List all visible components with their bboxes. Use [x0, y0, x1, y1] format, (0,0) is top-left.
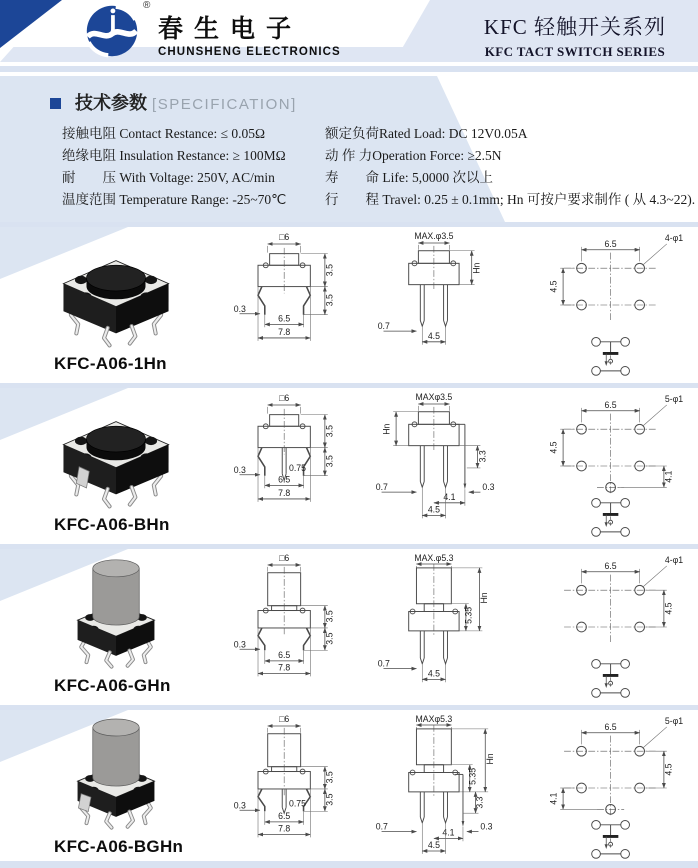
spec-item: 温度范围 Temperature Range: -25~70℃	[62, 192, 287, 207]
brand-name-en: CHUNSHENG ELECTRONICS	[158, 46, 341, 58]
dim-label: 3.5	[324, 455, 335, 468]
dim-label: 0.7	[375, 821, 388, 832]
dim-label: 4.1	[442, 827, 455, 838]
brand-name-cn: 春生电子	[158, 15, 303, 43]
circuit-symbol	[592, 659, 630, 697]
front-view-drawing	[227, 710, 341, 866]
dim-label: 3.5	[324, 632, 335, 645]
dim-label: 0.3	[482, 482, 495, 493]
dim-label: 0.3	[480, 821, 493, 832]
dim-label: 6.5	[604, 721, 617, 732]
dim-label: 0.3	[234, 464, 247, 475]
spec-heading	[0, 76, 698, 115]
spec-list-left	[62, 123, 325, 211]
dim-label: 4.5	[548, 441, 559, 454]
product-photo	[26, 554, 206, 672]
dim-label: 0.75	[289, 798, 307, 809]
dim-label: 3.5	[324, 771, 335, 784]
product-column	[16, 227, 223, 374]
dim-label: Hn	[484, 753, 495, 765]
dim-label: 3.3	[476, 450, 487, 463]
spec-item: 行 程 Travel: 0.25 ± 0.1mm; Hn 可按户要求制作 ( 从 4.3~22).	[325, 192, 696, 207]
dim-label: 6.5	[604, 560, 617, 571]
product-column	[16, 710, 223, 857]
dim-label: 3.5	[324, 610, 335, 623]
spec-item: 绝缘电阻 Insulation Restance: ≥ 100MΩ	[62, 148, 286, 163]
switch-cap	[93, 719, 139, 786]
switch-cap	[93, 560, 139, 625]
front-view-drawing	[227, 227, 341, 383]
dim-label: 7.8	[278, 327, 291, 338]
product-column	[16, 388, 223, 535]
circuit-symbol	[592, 498, 630, 536]
product-row-1	[0, 227, 698, 383]
dim-label: 0.3	[234, 303, 247, 314]
pcb-layout-drawing	[535, 388, 698, 544]
spec-heading-en: [SPECIFICATION]	[152, 96, 297, 113]
dim-label: 0.3	[234, 800, 247, 811]
dim-label: 0.75	[289, 462, 307, 473]
side-view-drawing	[368, 388, 509, 544]
brand-block	[158, 9, 341, 58]
product-row-4	[0, 710, 698, 866]
pcb-layout-drawing	[535, 227, 698, 383]
dim-label: 5-φ1	[665, 394, 684, 405]
dim-label: □6	[279, 232, 290, 243]
dim-label: □6	[279, 393, 290, 404]
side-view-drawing	[368, 549, 509, 705]
dim-label: MAX.φ5.3	[414, 553, 454, 564]
dim-label: 6.5	[278, 313, 291, 324]
dim-label: □6	[279, 553, 290, 564]
dim-label: Hn	[381, 423, 392, 435]
front-view-drawing	[227, 549, 341, 705]
circuit-symbol	[592, 337, 630, 375]
dim-label: 3.5	[324, 294, 335, 307]
product-row-3	[0, 549, 698, 705]
ground-bracket	[78, 794, 91, 812]
product-photo	[26, 232, 206, 350]
side-view-drawing	[368, 227, 509, 383]
company-logo-icon	[84, 3, 140, 59]
spec-heading-cn: 技术参数	[75, 93, 148, 113]
spec-section	[0, 76, 698, 222]
pcb-layout-drawing	[535, 710, 698, 866]
product-name: KFC-A06-BGHn	[54, 837, 184, 856]
header-divider	[0, 62, 698, 76]
dim-label: 7.8	[278, 488, 291, 499]
dim-label: 4.1	[548, 792, 559, 805]
dim-label: 6.5	[278, 811, 291, 822]
spec-item: 接触电阻 Contact Restance: ≤ 0.05Ω	[62, 126, 266, 141]
dim-label: 4.5	[663, 763, 674, 776]
pcb-holes	[549, 233, 684, 320]
dim-label: 6.5	[604, 399, 617, 410]
dim-label: 4-φ1	[665, 555, 684, 566]
dim-label: 3.5	[324, 793, 335, 806]
dim-label: 4-φ1	[665, 233, 684, 244]
dim-label: 5-φ1	[665, 716, 684, 727]
dim-label: Hn	[471, 262, 482, 274]
dim-label: MAXφ3.5	[415, 392, 452, 403]
series-title-en: KFC TACT SWITCH SERIES	[484, 44, 666, 59]
dim-label: 4.5	[548, 280, 559, 293]
dim-label: 6.5	[278, 474, 291, 485]
page-header	[0, 0, 698, 62]
dim-label: 7.8	[278, 662, 291, 673]
dim-label: 6.5	[604, 238, 617, 249]
dim-label: 6.5	[278, 650, 291, 661]
registered-trademark: ®	[143, 0, 151, 11]
dim-label: 4.5	[427, 330, 440, 341]
side-view-drawing	[368, 710, 509, 866]
dim-label: 4.1	[663, 470, 674, 483]
pcb-holes	[564, 555, 683, 642]
dim-label: 0.3	[234, 639, 247, 650]
dim-label: 5.35	[467, 767, 478, 785]
dim-label: Hn	[478, 592, 489, 604]
bottom-band-decoration	[0, 861, 698, 868]
dim-label: 7.8	[278, 823, 291, 834]
product-column	[16, 549, 223, 696]
circuit-symbol	[592, 820, 630, 858]
series-title-block	[484, 11, 666, 60]
dim-label: 4.5	[427, 840, 440, 851]
dim-label: MAXφ5.3	[415, 714, 452, 725]
dim-label: 0.7	[377, 321, 390, 332]
dim-label: 3.5	[324, 425, 335, 438]
dim-label: 4.5	[427, 668, 440, 679]
pcb-holes	[549, 716, 684, 815]
dim-label: MAX.φ3.5	[414, 231, 454, 242]
product-photo	[26, 393, 206, 511]
dim-label: 5.35	[463, 606, 474, 624]
product-name: KFC-A06-BHn	[54, 515, 170, 534]
product-name: KFC-A06-GHn	[54, 676, 171, 695]
dim-label: 3.5	[324, 264, 335, 277]
corner-triangle-decoration	[0, 0, 62, 48]
pcb-holes	[549, 394, 684, 493]
product-photo	[26, 715, 206, 833]
spec-item: 寿 命 Life: 5,0000 次以上	[325, 170, 493, 185]
spec-item: 动 作 力Operation Force: ≥2.5N	[325, 148, 502, 163]
dim-label: 4.1	[443, 491, 456, 502]
bullet-square-icon	[50, 98, 61, 109]
dim-label: 4.5	[427, 504, 440, 515]
product-row-2	[0, 388, 698, 544]
dim-label: □6	[279, 714, 290, 725]
dim-label: 3.3	[474, 796, 485, 809]
dim-label: 0.7	[375, 482, 388, 493]
spec-item: 额定负荷Rated Load: DC 12V0.05A	[325, 126, 528, 141]
spec-columns	[0, 115, 698, 211]
dim-label: 4.5	[663, 602, 674, 615]
product-name: KFC-A06-1Hn	[54, 354, 167, 373]
spec-list-right	[325, 123, 695, 211]
spec-item: 耐 压 With Voltage: 250V, AC/min	[62, 170, 275, 185]
front-view-drawing	[227, 388, 341, 544]
dim-label: 0.7	[377, 658, 390, 669]
series-title-cn: KFC 轻触开关系列	[483, 15, 666, 39]
pcb-layout-drawing	[535, 549, 698, 705]
